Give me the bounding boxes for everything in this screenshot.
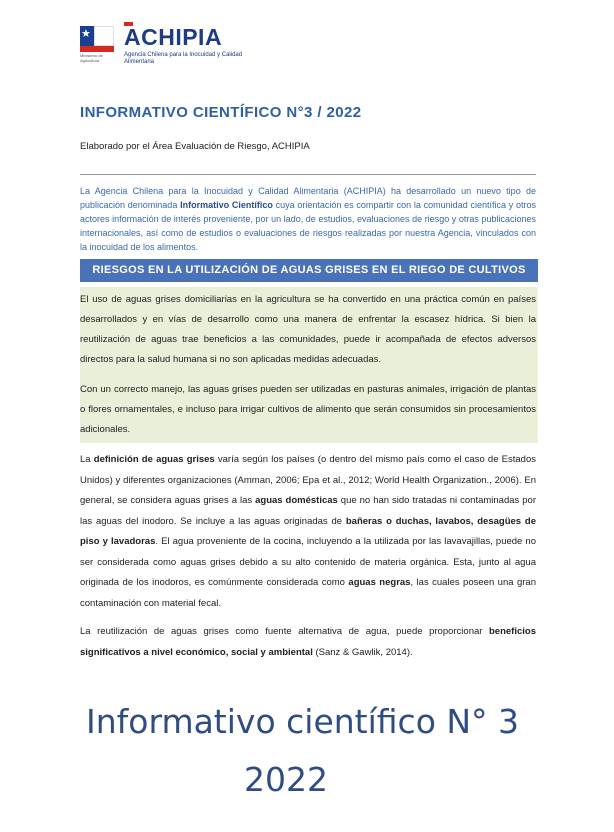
section-title: RIESGOS EN LA UTILIZACIÓN DE AGUAS GRISES EN EL RIEGO DE CULTIVOS (80, 259, 538, 282)
intro-bold: Informativo Científico (180, 200, 273, 210)
chile-government-flag-icon: ★ Ministerio de Agricultura (80, 26, 114, 66)
intro-paragraph: La Agencia Chilena para la Inocuidad y Calidad Alimentaria (ACHIPIA) ha desarrollado un nuevo tipo de publicación denominada Informativo Científico cuya orientación es compartir con la comunidad científica y otros actores información de interés proveniente, por un lado, de estudios, evaluaciones de riesgo y otras publicaciones internacionales, así como de estudios o evaluaciones de riesgos realizadas por nuestra Agencia, vinculados con la inocuidad de los alimentos. (80, 186, 536, 252)
brand-name: ACHIPIA (124, 24, 223, 50)
definition-paragraph: La definición de aguas grises varía según los países (o dentro del mismo país como el caso de Estados Unidos) y diferentes organizaciones (Amman, 2006; Epa et al., 2012; World Health Organization., 2006). En general, se considera aguas grises a las aguas domésticas que no han sido tratadas ni contaminadas por las aguas del inodoro. Se incluye a las aguas originadas de bañeras o duchas, lavabos, desagües de piso y lavadoras. El agua proveniente de la cocina, incluyendo a la utilizada por las lavavajillas, puede no ser considerada como aguas grises debido a su alto contenido de materia orgánica. Esta, junto al agua originada de los inodoros, es comúnmente considerada como aguas negras, las cuales poseen una gran contaminación con material fecal. (80, 454, 537, 609)
highlight-paragraph: Con un correcto manejo, las aguas grises pueden ser utilizadas en pasturas animales, irrigación de plantas o flores ornamentales, e incluso para irrigar cultivos de alimento que serán consumidos sin procesamientos adicionales. (80, 384, 536, 435)
achipia-logo (80, 22, 260, 70)
gov-text: Ministerio de Agricultura (80, 53, 103, 63)
divider (80, 174, 536, 175)
author-line: Elaborado por el Área Evaluación de Riesgo, ACHIPIA (80, 141, 310, 152)
benefits-paragraph: La reutilización de aguas grises como fuente alternativa de agua, puede proporcionar beneficios significativos a nivel económico, social y ambiental (Sanz & Gawlik, 2014). (80, 626, 536, 658)
brand-subtitle: Agencia Chilena para la Inocuidad y Calidad Alimentaria (124, 52, 243, 65)
caption-title: Informativo científico N° 3 (86, 702, 520, 741)
caption-year: 2022 (244, 760, 328, 799)
document-title: INFORMATIVO CIENTÍFICO N°3 / 2022 (80, 104, 362, 121)
highlight-paragraph: El uso de aguas grises domiciliarias en la agricultura se ha convertido en una práctica común en países desarrollados y en vías de desarrollo como una manera de enfrentar la escasez hídrica. Si bien la reutilización de aguas trae beneficios a las comunidades, puede ir acompañada de efectos adversos directos para la salud humana si no son aplicadas medidas adecuadas. (80, 294, 536, 365)
